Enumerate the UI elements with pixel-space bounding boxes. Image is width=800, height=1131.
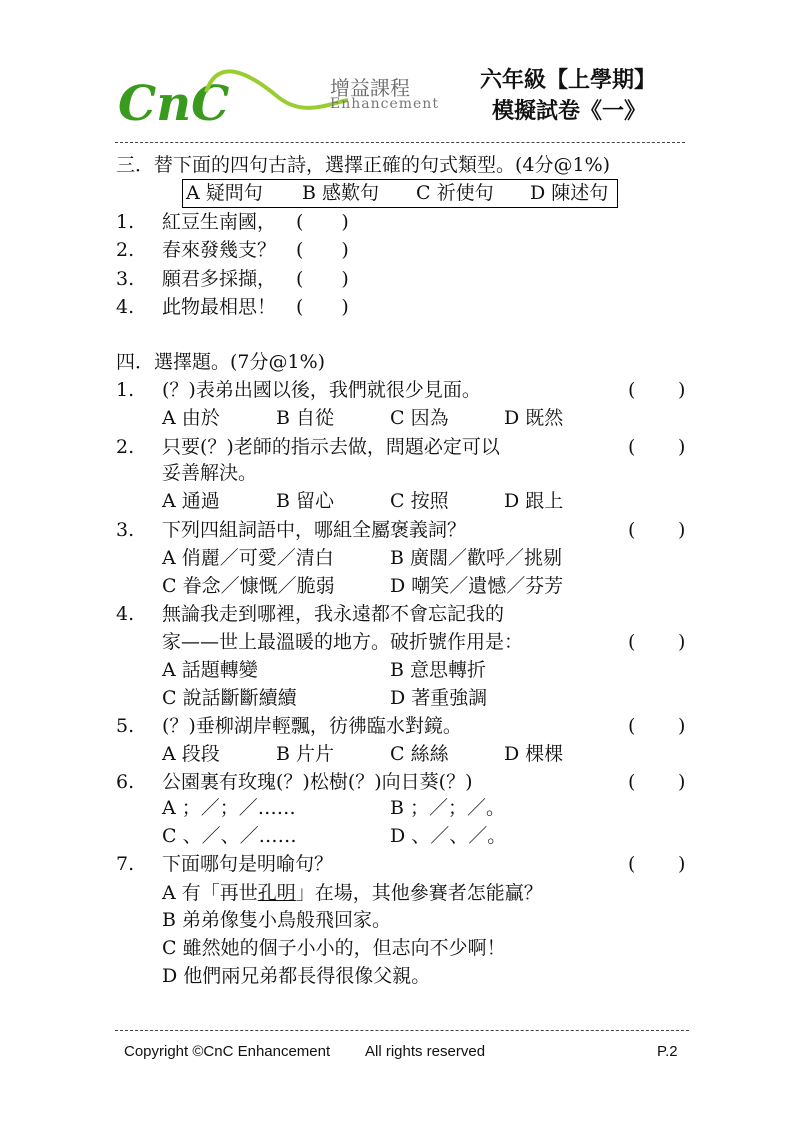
- option: D 他們兩兄弟都長得很像父親。: [162, 965, 431, 987]
- option: C 因為: [390, 407, 449, 429]
- answer-blank-close[interactable]: ): [678, 519, 686, 541]
- page-number: P.2: [657, 1043, 678, 1060]
- option: B 留心: [276, 490, 335, 512]
- option: D 、／、／。: [390, 825, 507, 847]
- option: D 著重強調: [390, 687, 488, 709]
- copyright: Copyright ©CnC Enhancement: [124, 1043, 331, 1060]
- option: C 雖然她的個子小小的，但志向不少啊！: [162, 937, 506, 959]
- item-number: 3.: [116, 268, 135, 290]
- section4-title: 四．選擇題。(7分@1%): [116, 351, 326, 373]
- section3-title: 三．替下面的四句古詩，選擇正確的句式類型。(4分@1%): [116, 154, 611, 176]
- option: C 祈使句: [416, 182, 494, 204]
- option: C 眷念／慷慨／脆弱: [162, 575, 335, 597]
- option: A 俏麗／可愛／清白: [162, 547, 334, 569]
- question-number: 3.: [116, 519, 135, 541]
- item-number: 1.: [116, 211, 135, 233]
- question-number: 5.: [116, 715, 135, 737]
- option: B 廣闊／歡呼／挑剔: [390, 547, 563, 569]
- poem-line: 春來發幾支？: [162, 239, 277, 261]
- option: A ；／；／……: [162, 797, 296, 819]
- answer-blank[interactable]: ( ): [296, 296, 349, 318]
- answer-blank-close[interactable]: ): [678, 436, 686, 458]
- grade-label: 六年級【上學期】: [480, 68, 657, 93]
- logo-cn: 增益課程: [330, 76, 410, 100]
- logo-en: Enhancement: [330, 96, 439, 112]
- option: B 意思轉折: [390, 659, 487, 681]
- option: C 說話斷斷續續: [162, 687, 297, 709]
- option: D 跟上: [504, 490, 564, 512]
- question-number: 7.: [116, 853, 135, 875]
- rights: All rights reserved: [365, 1043, 486, 1060]
- item-number: 4.: [116, 296, 135, 318]
- question-number: 1.: [116, 379, 135, 401]
- answer-blank-close[interactable]: ): [678, 715, 686, 737]
- option: D 既然: [504, 407, 564, 429]
- question-number: 2.: [116, 436, 135, 458]
- question-text: (？)垂柳湖岸輕飄，彷彿臨水對鏡。: [162, 715, 462, 737]
- option: A 通過: [162, 490, 220, 512]
- answer-blank-close[interactable]: ): [678, 379, 686, 401]
- svg-text:CnC: CnC: [118, 76, 230, 132]
- option: D 陳述句: [530, 182, 609, 204]
- answer-blank-open[interactable]: (: [628, 631, 636, 653]
- item-number: 2.: [116, 239, 135, 261]
- answer-blank-close[interactable]: ): [678, 853, 686, 875]
- answer-blank-open[interactable]: (: [628, 519, 636, 541]
- poem-line: 願君多採擷，: [162, 268, 277, 290]
- option: A 由於: [162, 407, 220, 429]
- answer-blank[interactable]: ( ): [296, 268, 349, 290]
- option: A 疑問句: [186, 182, 263, 204]
- poem-line: 此物最相思！: [162, 296, 277, 318]
- question-text: (？)表弟出國以後，我們就很少見面。: [162, 379, 481, 401]
- underlined-name: 孔明: [257, 882, 296, 904]
- question-text: 只要(？)老師的指示去做，問題必定可以: [162, 436, 500, 458]
- option: A 段段: [162, 743, 220, 765]
- question-number: 6.: [116, 771, 135, 793]
- answer-blank[interactable]: ( ): [296, 239, 349, 261]
- footer-divider: [115, 1030, 689, 1031]
- option: B ；／；／。: [390, 797, 506, 819]
- option: C 絲絲: [390, 743, 449, 765]
- option: [162, 880, 543, 906]
- option-text: 」在場，其他參賽者怎能贏？: [295, 882, 543, 904]
- question-text: 公園裏有玫瑰(？)松樹(？)向日葵(？): [162, 771, 473, 793]
- header-divider: [115, 142, 685, 143]
- option: D 棵棵: [504, 743, 564, 765]
- answer-blank-open[interactable]: (: [628, 715, 636, 737]
- poem-line: 紅豆生南國，: [162, 211, 277, 233]
- answer-blank[interactable]: ( ): [296, 211, 349, 233]
- question-text: 無論我走到哪裡，我永遠都不會忘記我的: [162, 603, 505, 625]
- question-text: 妥善解決。: [162, 462, 258, 484]
- option: A 話題轉變: [162, 659, 258, 681]
- answer-blank-close[interactable]: ): [678, 771, 686, 793]
- option-text: A 有「再世: [162, 882, 258, 904]
- option: D 嘲笑／遺憾／芬芳: [390, 575, 564, 597]
- question-text: 下面哪句是明喻句？: [162, 853, 334, 875]
- answer-blank-open[interactable]: (: [628, 436, 636, 458]
- option: B 感歎句: [302, 182, 380, 204]
- option: B 弟弟像隻小鳥般飛回家。: [162, 909, 392, 931]
- answer-blank-open[interactable]: (: [628, 771, 636, 793]
- option: B 自從: [276, 407, 335, 429]
- answer-blank-close[interactable]: ): [678, 631, 686, 653]
- answer-blank-open[interactable]: (: [628, 853, 636, 875]
- option: B 片片: [276, 743, 335, 765]
- question-text: 下列四組詞語中，哪組全屬褒義詞？: [162, 519, 467, 541]
- option: C 按照: [390, 490, 449, 512]
- answer-blank-open[interactable]: (: [628, 379, 636, 401]
- question-text: 家——世上最溫暖的地方。破折號作用是：: [162, 631, 524, 653]
- exam-title: 模擬試卷《一》: [492, 99, 647, 124]
- question-number: 4.: [116, 603, 135, 625]
- option: C 、／、／……: [162, 825, 297, 847]
